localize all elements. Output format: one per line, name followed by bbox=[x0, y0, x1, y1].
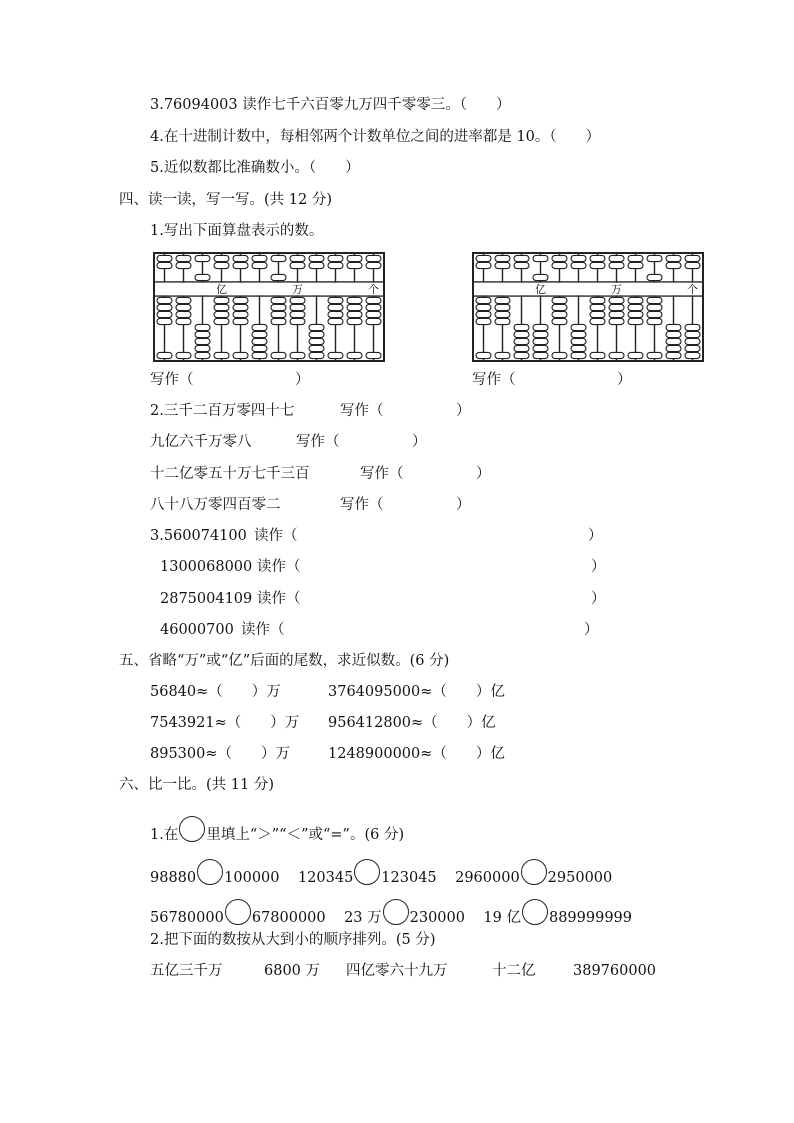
abacus-upper-bead bbox=[609, 255, 624, 261]
abacus-lower-bead bbox=[685, 345, 700, 351]
abacus-lower-bead bbox=[571, 345, 586, 351]
abacus-lower-bead bbox=[571, 352, 586, 358]
abacus-lower-bead bbox=[233, 304, 248, 310]
section-4-title: 四、读一读，写一写。(共 12 分) bbox=[119, 192, 332, 208]
abacus-upper-bead bbox=[476, 255, 491, 261]
abacus-lower-bead bbox=[647, 318, 662, 324]
abacus-lower-bead bbox=[495, 318, 510, 324]
abacus-lower-bead bbox=[552, 311, 567, 317]
compare-b-left: 120345 bbox=[297, 870, 354, 886]
q2-item-3-blank: 写作（ ） bbox=[360, 466, 491, 482]
abacus-lower-bead bbox=[514, 352, 529, 358]
abacus-lower-bead bbox=[647, 297, 662, 303]
abacus-lower-bead bbox=[328, 297, 343, 303]
abacus-lower-bead bbox=[328, 318, 343, 324]
abacus-upper-bead bbox=[495, 262, 510, 268]
abacus-lower-bead bbox=[176, 297, 191, 303]
abacus-upper-bead bbox=[195, 255, 210, 261]
abacus-lower-bead bbox=[666, 352, 681, 358]
q3-item-4-close: ） bbox=[584, 622, 599, 638]
compare-f-right: 889999999 bbox=[548, 910, 633, 926]
abacus-lower-bead bbox=[157, 304, 172, 310]
abacus-lower-bead bbox=[309, 345, 324, 351]
abacus-lower-bead bbox=[571, 331, 586, 337]
q3-item-1-num: 3.560074100 bbox=[150, 528, 247, 544]
abacus-upper-bead bbox=[647, 255, 662, 261]
abacus-lower-bead bbox=[685, 352, 700, 358]
abacus-lower-bead bbox=[347, 304, 362, 310]
compare-c-circle[interactable] bbox=[521, 859, 547, 885]
q3-item-3-read: 读作（ bbox=[257, 591, 301, 607]
question-4-1: 1.写出下面算盘表示的数。 bbox=[150, 223, 324, 239]
abacus-lower-bead bbox=[647, 311, 662, 317]
abacus-lower-bead bbox=[271, 311, 286, 317]
abacus-lower-bead bbox=[628, 304, 643, 310]
abacus-upper-bead bbox=[252, 262, 267, 268]
abacus-lower-bead bbox=[495, 352, 510, 358]
abacus-lower-bead bbox=[290, 304, 305, 310]
abacus-lower-bead bbox=[347, 311, 362, 317]
abacus-lower-bead bbox=[628, 297, 643, 303]
abacus-upper-bead bbox=[366, 262, 381, 268]
abacus-lower-bead bbox=[271, 318, 286, 324]
abacus-lower-bead bbox=[366, 311, 381, 317]
q3-item-3-close: ） bbox=[591, 591, 606, 607]
q3-item-4-read: 读作（ bbox=[241, 622, 285, 638]
q3-item-1-read: 读作（ bbox=[254, 528, 298, 544]
abacus-lower-bead bbox=[666, 324, 681, 330]
abacus-lower-bead bbox=[176, 318, 191, 324]
abacus-lower-bead bbox=[609, 304, 624, 310]
abacus-lower-bead bbox=[628, 352, 643, 358]
q3-item-4-num: 46000700 bbox=[160, 622, 234, 638]
abacus-lower-bead bbox=[347, 352, 362, 358]
abacus-lower-bead bbox=[195, 338, 210, 344]
abacus-lower-bead bbox=[609, 311, 624, 317]
abacus-lower-bead bbox=[552, 318, 567, 324]
abacus-upper-bead bbox=[233, 262, 248, 268]
sort-item-1: 五亿三千万 bbox=[150, 963, 223, 979]
abacus-upper-bead bbox=[271, 274, 286, 280]
abacus-upper-bead bbox=[628, 255, 643, 261]
abacus-lower-bead bbox=[476, 297, 491, 303]
abacus-2-drawing bbox=[474, 254, 702, 360]
abacus-lower-bead bbox=[514, 331, 529, 337]
q2-item-3-text: 十二亿零五十万七千三百 bbox=[150, 466, 310, 482]
compare-d-circle[interactable] bbox=[225, 899, 251, 925]
abacus-lower-bead bbox=[252, 338, 267, 344]
q2-item-1-blank: 写作（ ） bbox=[340, 403, 471, 419]
approx-3-left: 895300≈（ ）万 bbox=[150, 746, 291, 762]
compare-a-left: 98880 bbox=[150, 870, 197, 886]
abacus-lower-bead bbox=[628, 311, 643, 317]
q2-item-1-text: 2.三千二百万零四十七 bbox=[150, 403, 295, 419]
abacus-lower-bead bbox=[309, 338, 324, 344]
compare-f-left: 19 亿 bbox=[483, 910, 521, 926]
sort-item-4: 十二亿 bbox=[492, 963, 536, 979]
q2-item-4-blank: 写作（ ） bbox=[340, 497, 471, 513]
abacus-label: 亿 bbox=[535, 283, 546, 296]
abacus-lower-bead bbox=[571, 338, 586, 344]
abacus-beam bbox=[474, 283, 702, 296]
abacus-upper-bead bbox=[328, 262, 343, 268]
abacus-lower-bead bbox=[309, 324, 324, 330]
approx-1-left: 56840≈（ ）万 bbox=[150, 684, 281, 700]
abacus-lower-bead bbox=[666, 345, 681, 351]
abacus-1 bbox=[153, 252, 385, 362]
abacus-upper-bead bbox=[628, 262, 643, 268]
abacus-lower-bead bbox=[214, 318, 229, 324]
q3-item-1-close: ） bbox=[588, 528, 603, 544]
q1-text-after: 里填上“＞”“＜”或“=”。(6 分) bbox=[206, 827, 405, 843]
abacus-upper-bead bbox=[347, 262, 362, 268]
abacus-upper-bead bbox=[609, 262, 624, 268]
abacus-2 bbox=[472, 252, 704, 362]
q2-item-2-text: 九亿六千万零八 bbox=[150, 434, 252, 450]
abacus-lower-bead bbox=[476, 304, 491, 310]
abacus-lower-bead bbox=[252, 345, 267, 351]
abacus-label: 个 bbox=[687, 283, 698, 296]
abacus-lower-bead bbox=[233, 297, 248, 303]
abacus-upper-bead bbox=[514, 255, 529, 261]
abacus-lower-bead bbox=[252, 331, 267, 337]
abacus-lower-bead bbox=[366, 297, 381, 303]
q3-item-2-read: 读作（ bbox=[257, 559, 301, 575]
compare-e-left: 23 万 bbox=[344, 910, 382, 926]
abacus-lower-bead bbox=[233, 352, 248, 358]
abacus-upper-bead bbox=[647, 274, 662, 280]
abacus-upper-bead bbox=[309, 255, 324, 261]
abacus-upper-bead bbox=[590, 262, 605, 268]
q3-item-2-close: ） bbox=[591, 559, 606, 575]
abacus-lower-bead bbox=[647, 352, 662, 358]
abacus-label: 万 bbox=[611, 283, 622, 296]
abacus-2-answer: 写作（ ） bbox=[472, 372, 632, 388]
abacus-lower-bead bbox=[666, 331, 681, 337]
abacus-lower-bead bbox=[290, 352, 305, 358]
abacus-lower-bead bbox=[533, 345, 548, 351]
circle-icon bbox=[179, 816, 205, 842]
abacus-lower-bead bbox=[366, 304, 381, 310]
abacus-upper-bead bbox=[476, 262, 491, 268]
abacus-upper-bead bbox=[214, 255, 229, 261]
abacus-lower-bead bbox=[628, 318, 643, 324]
compare-e-circle[interactable] bbox=[383, 899, 409, 925]
abacus-lower-bead bbox=[290, 311, 305, 317]
abacus-upper-bead bbox=[214, 262, 229, 268]
abacus-lower-bead bbox=[347, 297, 362, 303]
abacus-lower-bead bbox=[290, 318, 305, 324]
abacus-upper-bead bbox=[366, 255, 381, 261]
abacus-lower-bead bbox=[157, 297, 172, 303]
compare-a-circle[interactable] bbox=[197, 859, 223, 885]
abacus-lower-bead bbox=[590, 311, 605, 317]
abacus-lower-bead bbox=[252, 324, 267, 330]
abacus-lower-bead bbox=[590, 318, 605, 324]
abacus-lower-bead bbox=[233, 311, 248, 317]
abacus-lower-bead bbox=[328, 352, 343, 358]
abacus-lower-bead bbox=[157, 352, 172, 358]
approx-3-right: 1248900000≈（ ）亿 bbox=[328, 746, 505, 762]
abacus-lower-bead bbox=[609, 297, 624, 303]
abacus-lower-bead bbox=[309, 331, 324, 337]
abacus-lower-bead bbox=[476, 311, 491, 317]
compare-a-right: 100000 bbox=[224, 870, 280, 886]
abacus-upper-bead bbox=[666, 262, 681, 268]
compare-d-left: 56780000 bbox=[150, 910, 224, 926]
abacus-lower-bead bbox=[328, 304, 343, 310]
abacus-lower-bead bbox=[685, 324, 700, 330]
abacus-upper-bead bbox=[495, 255, 510, 261]
abacus-upper-bead bbox=[157, 262, 172, 268]
abacus-lower-bead bbox=[195, 324, 210, 330]
compare-b-right: 123045 bbox=[381, 870, 437, 886]
abacus-upper-bead bbox=[271, 255, 286, 261]
abacus-upper-bead bbox=[176, 255, 191, 261]
q3-item-3-num: 2875004109 bbox=[160, 591, 253, 607]
abacus-lower-bead bbox=[157, 311, 172, 317]
abacus-upper-bead bbox=[571, 255, 586, 261]
abacus-label: 个 bbox=[368, 283, 379, 296]
abacus-beam bbox=[155, 283, 383, 296]
abacus-lower-bead bbox=[590, 304, 605, 310]
abacus-upper-bead bbox=[685, 262, 700, 268]
abacus-lower-bead bbox=[271, 304, 286, 310]
question-3-5: 5.近似数都比准确数小。（ ） bbox=[150, 160, 360, 176]
abacus-lower-bead bbox=[533, 338, 548, 344]
sort-item-3: 四亿零六十九万 bbox=[346, 963, 448, 979]
approx-2-right: 956412800≈（ ）亿 bbox=[328, 715, 496, 731]
abacus-lower-bead bbox=[347, 318, 362, 324]
q2-item-4-text: 八十八万零四百零二 bbox=[150, 497, 281, 513]
abacus-upper-bead bbox=[157, 255, 172, 261]
approx-2-left: 7543921≈（ ）万 bbox=[150, 715, 300, 731]
question-6-2: 2.把下面的数按从大到小的顺序排列。(5 分) bbox=[150, 932, 436, 948]
abacus-lower-bead bbox=[609, 352, 624, 358]
abacus-lower-bead bbox=[309, 352, 324, 358]
abacus-upper-bead bbox=[347, 255, 362, 261]
abacus-lower-bead bbox=[214, 311, 229, 317]
abacus-upper-bead bbox=[290, 255, 305, 261]
abacus-upper-bead bbox=[290, 262, 305, 268]
abacus-lower-bead bbox=[366, 318, 381, 324]
abacus-lower-bead bbox=[233, 318, 248, 324]
abacus-upper-bead bbox=[309, 262, 324, 268]
approx-1-right: 3764095000≈（ ）亿 bbox=[328, 684, 505, 700]
abacus-lower-bead bbox=[514, 338, 529, 344]
abacus-lower-bead bbox=[195, 352, 210, 358]
abacus-lower-bead bbox=[533, 324, 548, 330]
abacus-lower-bead bbox=[290, 297, 305, 303]
compare-e-right: 230000 bbox=[409, 910, 465, 926]
abacus-lower-bead bbox=[214, 297, 229, 303]
abacus-lower-bead bbox=[590, 297, 605, 303]
abacus-label: 万 bbox=[292, 283, 303, 296]
abacus-upper-bead bbox=[552, 262, 567, 268]
abacus-lower-bead bbox=[514, 345, 529, 351]
question-3-4: 4.在十进制计数中，每相邻两个计数单位之间的进率都是 10。（ ） bbox=[150, 129, 601, 145]
sort-item-2: 6800 万 bbox=[264, 963, 321, 979]
compare-b-circle[interactable] bbox=[354, 859, 380, 885]
abacus-lower-bead bbox=[571, 324, 586, 330]
compare-c-right: 2950000 bbox=[547, 870, 613, 886]
abacus-lower-bead bbox=[271, 297, 286, 303]
abacus-lower-bead bbox=[176, 311, 191, 317]
abacus-lower-bead bbox=[590, 352, 605, 358]
abacus-lower-bead bbox=[552, 352, 567, 358]
abacus-lower-bead bbox=[328, 311, 343, 317]
abacus-lower-bead bbox=[157, 318, 172, 324]
section-6-title: 六、比一比。(共 11 分) bbox=[119, 777, 274, 793]
abacus-upper-bead bbox=[176, 262, 191, 268]
abacus-upper-bead bbox=[552, 255, 567, 261]
abacus-upper-bead bbox=[590, 255, 605, 261]
abacus-lower-bead bbox=[176, 304, 191, 310]
abacus-lower-bead bbox=[214, 304, 229, 310]
compare-d-right: 67800000 bbox=[251, 910, 326, 926]
q2-item-2-blank: 写作（ ） bbox=[296, 434, 427, 450]
abacus-lower-bead bbox=[533, 331, 548, 337]
abacus-1-answer: 写作（ ） bbox=[150, 372, 310, 388]
abacus-lower-bead bbox=[495, 297, 510, 303]
abacus-lower-bead bbox=[685, 338, 700, 344]
abacus-lower-bead bbox=[214, 352, 229, 358]
abacus-upper-bead bbox=[685, 255, 700, 261]
abacus-lower-bead bbox=[609, 318, 624, 324]
abacus-lower-bead bbox=[476, 352, 491, 358]
abacus-lower-bead bbox=[685, 331, 700, 337]
abacus-lower-bead bbox=[476, 318, 491, 324]
abacus-lower-bead bbox=[552, 304, 567, 310]
q1-text-before: 1.在 bbox=[150, 827, 179, 843]
abacus-lower-bead bbox=[195, 331, 210, 337]
abacus-upper-bead bbox=[328, 255, 343, 261]
abacus-lower-bead bbox=[666, 338, 681, 344]
abacus-upper-bead bbox=[252, 255, 267, 261]
abacus-upper-bead bbox=[195, 274, 210, 280]
abacus-upper-bead bbox=[666, 255, 681, 261]
abacus-lower-bead bbox=[495, 304, 510, 310]
abacus-upper-bead bbox=[233, 255, 248, 261]
abacus-lower-bead bbox=[366, 352, 381, 358]
question-6-1 bbox=[150, 816, 404, 844]
abacus-lower-bead bbox=[514, 324, 529, 330]
sort-item-5: 389760000 bbox=[573, 963, 657, 979]
abacus-lower-bead bbox=[495, 311, 510, 317]
abacus-1-drawing bbox=[155, 254, 383, 360]
abacus-upper-bead bbox=[533, 255, 548, 261]
abacus-lower-bead bbox=[176, 352, 191, 358]
abacus-lower-bead bbox=[195, 345, 210, 351]
abacus-lower-bead bbox=[271, 352, 286, 358]
abacus-lower-bead bbox=[533, 352, 548, 358]
question-3-3: 3.76094003 读作七千六百零九万四千零零三。（ ） bbox=[150, 97, 511, 113]
abacus-upper-bead bbox=[533, 274, 548, 280]
compare-f-circle[interactable] bbox=[522, 899, 548, 925]
abacus-label: 亿 bbox=[216, 283, 227, 296]
abacus-upper-bead bbox=[514, 262, 529, 268]
abacus-upper-bead bbox=[571, 262, 586, 268]
abacus-lower-bead bbox=[647, 304, 662, 310]
section-5-title: 五、省略“万”或“亿”后面的尾数，求近似数。(6 分) bbox=[119, 653, 450, 669]
compare-c-left: 2960000 bbox=[455, 870, 520, 886]
compare-row-2 bbox=[150, 899, 632, 927]
abacus-lower-bead bbox=[252, 352, 267, 358]
q3-item-2-num: 1300068000 bbox=[160, 559, 253, 575]
abacus-lower-bead bbox=[552, 297, 567, 303]
compare-row-1 bbox=[150, 859, 612, 887]
